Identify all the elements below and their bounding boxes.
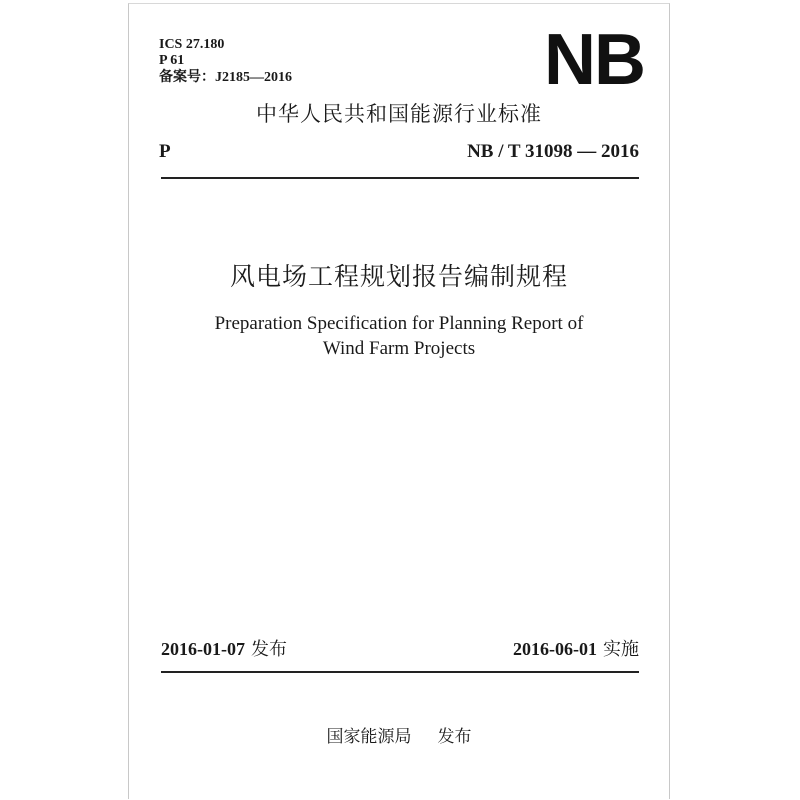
implementation-label: 实施	[603, 639, 639, 660]
issue-date-block	[161, 637, 287, 662]
p-code: P 61	[159, 53, 185, 68]
standard-number: NB / T 31098 — 2016	[467, 141, 639, 162]
nb-logo: NB	[544, 20, 644, 100]
classification-letter: P	[159, 141, 171, 162]
standard-cover	[128, 3, 670, 799]
issue-date: 2016-01-07	[161, 639, 245, 659]
issue-label: 发布	[251, 639, 287, 660]
publisher-label: 发布	[437, 727, 472, 747]
title-chinese: 风电场工程规划报告编制规程	[229, 262, 568, 291]
title-english-line1: Preparation Specification for Planning Report of	[214, 313, 584, 334]
publisher-name: 国家能源局	[326, 727, 412, 747]
industry-standard-title: 中华人民共和国能源行业标准	[256, 102, 542, 126]
implementation-date: 2016-06-01	[513, 639, 597, 659]
ics-code: ICS 27.180	[159, 37, 225, 52]
bottom-divider	[161, 671, 639, 673]
publisher-line	[129, 726, 669, 748]
top-divider	[161, 177, 639, 179]
implementation-date-block	[513, 637, 639, 662]
record-number: 备案号：J2185—2016	[159, 70, 292, 85]
title-english-line2: Wind Farm Projects	[322, 338, 476, 359]
